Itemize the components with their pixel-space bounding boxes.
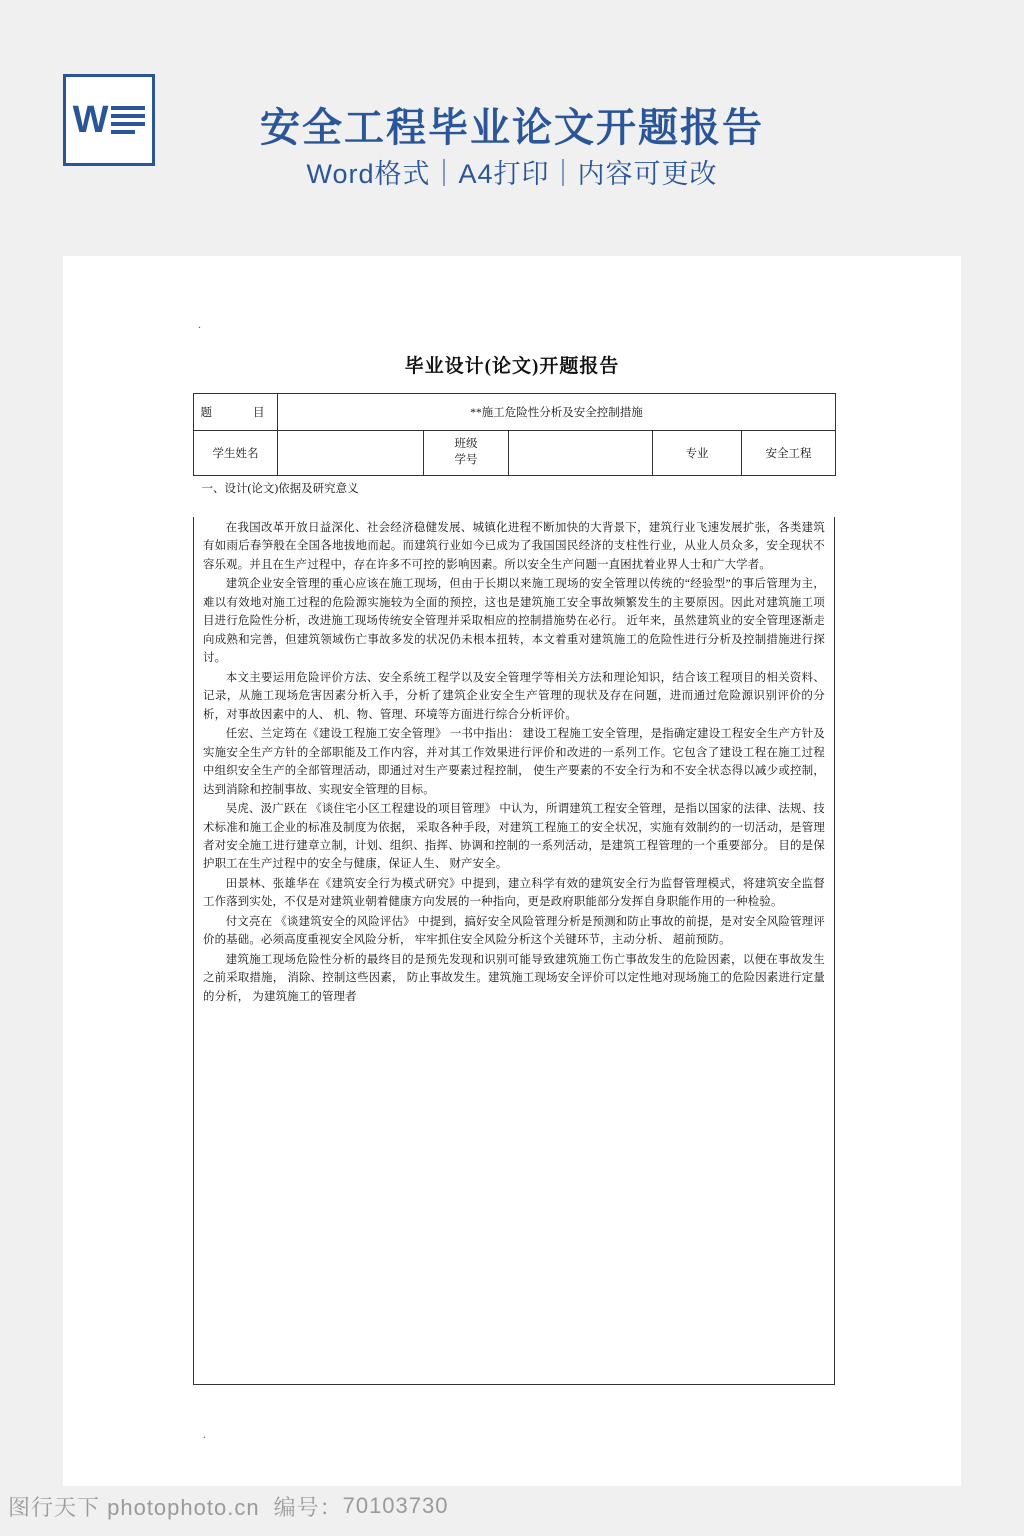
table-row: [194, 431, 836, 476]
body-paragraph: 建筑企业安全管理的重心应该在施工现场，但由于长期以来施工现场的安全管理以传统的“经验型”的事后管理为主，难以有效地对施工过程的危险源实施较为全面的预控，这也是建筑施工安全事故频繁发生的主要原因。因此对建筑施工项目进行危险性分析，改进施工现场传统安全管理并采取相应的控制措施势在必行。 近年来，虽然建筑业的安全管理逐渐走向成熟和完善，但建筑领域伤亡事故多发的状况仍未根本扭转，本文着重对建筑施工的危险性进行分析及控制措施进行探讨。: [203, 578, 825, 665]
watermark-id-label: 编号：: [273, 1494, 343, 1520]
document-page: [63, 256, 961, 1486]
watermark-id-value: 70103730: [342, 1493, 449, 1518]
title-label: 题 目: [194, 394, 278, 431]
body-paragraph: 吴虎、汲广跃在 《谈住宅小区工程建设的项目管理》 中认为，所谓建筑工程安全管理，是指以国家的法律、法规、技术标准和施工企业的标准及制度为依据， 采取各种手段，对建筑工程施工的安全状况，实施有效制约的一切活动，是管理者对安全施工进行建章立制，计划、组织、指挥、协调和控制的一系列活动，是建筑工程管理的一个重要部分。 目的是保护职工在生产过程中的安全与健康，保证人生、 财产安全。: [203, 803, 825, 871]
table-row: [194, 394, 836, 431]
word-logo-letter: W: [72, 99, 109, 141]
table-row: [194, 476, 836, 501]
page-title: 毕业设计(论文)开题报告: [404, 356, 620, 377]
body-paragraph: 付文亮在 《谈建筑安全的风险评估》 中提到，搞好安全风险管理分析是预测和防止事故的前提，是对安全风险管理评价的基础。必须高度重视安全风险分析， 牢牢抓住安全风险分析这个关键环节，主动分析、 超前预防。: [203, 915, 825, 947]
page-banner: [0, 0, 1024, 256]
body-paragraph: 在我国改革开放日益深化、社会经济稳健发展、城镇化进程不断加快的大背景下，建筑行业飞速发展扩张，各类建筑有如雨后春笋般在全国各地拔地而起。而建筑行业如今已成为了我国国民经济的支柱性行业，从业人员众多，安全现状不容乐观。并且在生产过程中，存在许多不可控的影响因素。所以安全生产问题一直困扰着业界人士和广大学者。: [203, 522, 825, 571]
class-id-label: [424, 431, 509, 476]
body-paragraph: 建筑施工现场危险性分析的最终目的是预先发现和识别可能导致建筑施工伤亡事故发生的危险因素，以便在事故发生之前采取措施， 消除、控制这些因素， 防止事故发生。建筑施工现场安全评价可以定性地对现场施工的危险因素进行定量的分析， 为建筑施工的管理者: [203, 953, 825, 1003]
title-value[interactable]: **施工危险性分析及安全控制措施: [278, 394, 836, 431]
section-heading: 一、设计(论文)依据及研究意义: [201, 483, 359, 495]
body-paragraph: 任宏、兰定筠在《建设工程施工安全管理》 一书中指出： 建设工程施工安全管理，是指确定建设工程安全生产方针及实施安全生产方针的全部职能及工作内容，并对其工作效果进行评价和改进的一系列工作。它包含了建设工程在施工过程中组织安全生产的全部管理活动，即通过对生产要素过程控制， 使生产要素的不安全行为和不安全状态得以减少或控制，达到消除和控制事故、实现安全管理的目标。: [203, 728, 825, 796]
watermark-footer: [0, 1486, 1024, 1526]
class-id-value[interactable]: [509, 431, 653, 476]
banner-subtitle: Word格式｜A4打印｜内容可更改: [306, 159, 718, 189]
id-label: 学号: [454, 454, 478, 466]
page-marker-bottom: .: [203, 1427, 206, 1441]
body-paragraph: 田景林、张雄华在《建筑安全行为模式研究》中提到，建立科学有效的建筑安全行为监督管理模式，将建筑安全监督工作落到实处，不仅是对建筑业朝着健康方向发展的一种指向，更是政府职能部分发挥自身职能作用的一种检验。: [203, 877, 825, 909]
major-value[interactable]: 安全工程: [742, 431, 836, 476]
document-body: [193, 517, 835, 1385]
class-label: 班级: [454, 438, 478, 451]
watermark-site: 图行天下 photophoto.cn: [8, 1494, 260, 1520]
banner-title: 安全工程毕业论文开题报告: [260, 106, 764, 150]
major-label: 专业: [653, 431, 742, 476]
page-marker-top: .: [198, 317, 201, 331]
student-name-value[interactable]: [278, 431, 424, 476]
student-name-label: 学生姓名: [194, 431, 278, 476]
cover-form-table: [193, 393, 836, 500]
body-paragraph: 本文主要运用危险评价方法、安全系统工程学以及安全管理学等相关方法和理论知识，结合该工程项目的相关资料、记录，从施工现场危害因素分析入手，分析了建筑企业安全生产管理的现状及存在问题，进而通过危险源识别评价的分析，对事故因素中的人、 机、物、管理、环境等方面进行综合分析评价。: [203, 671, 825, 721]
